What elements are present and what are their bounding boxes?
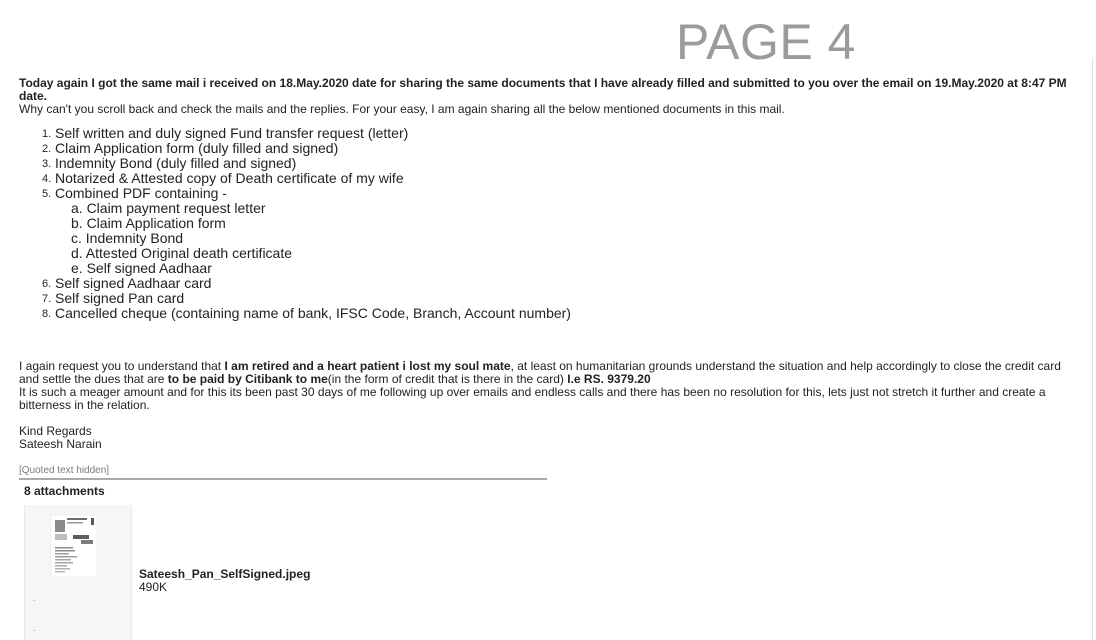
sub-list-item: c. Indemnity Bond [71,230,184,246]
right-divider [1092,58,1093,640]
list-item: 7. Self signed Pan card [42,290,185,306]
closing-block [19,425,1081,451]
combined-pdf-sublist [55,201,1081,276]
attachments-divider [19,478,547,481]
request-paragraph: I again request you to understand that I am retired and a heart patient i lost my soul mate, at least on humanitarian grounds understand the situation and help accordingly to close the credit card and settle the dues that are to be paid by Citibank to me(in the form of credit that is there in the card) I.e RS. 9379.20 [19,359,1061,386]
sub-list-item: b. Claim Application form [71,215,226,231]
closing-text: Kind Regards [19,424,92,438]
attachments-header: 8 attachments [24,484,105,498]
attachment-size: 490K [139,580,168,594]
signature-name: Sateesh Narain [19,437,102,451]
meager-paragraph: It is such a meager amount and for this its been past 30 days of me following up over emails and endless calls and there has been no resolution for this, lets just not stretch it further and create a bitterness in the relation. [19,385,1046,412]
email-body [19,77,1081,477]
list-item: 1. Self written and duly signed Fund transfer request (letter) [42,125,409,141]
intro-bold-line: Today again I got the same mail i received on 18.May.2020 date for sharing the same documents that I have already filled and submitted to you over the email on 19.May.2020 at 8:47 PM date. [19,76,1067,103]
list-item: 6. Self signed Aadhaar card [42,275,212,291]
list-item: 2. Claim Application form (duly filled and signed) [42,140,339,156]
sub-list-item: d. Attested Original death certificate [71,245,293,261]
intro-normal-line: Why can't you scroll back and check the mails and the replies. For your easy, I am again sharing all the below mentioned documents in this mail. [19,102,785,116]
attachment-filename[interactable]: Sateesh_Pan_SelfSigned.jpeg [139,567,311,581]
page-label: PAGE 4 [676,14,856,70]
sub-list-item: e. Self signed Aadhaar [71,260,212,276]
documents-list [19,126,1081,321]
intro-paragraph [19,77,1081,116]
pan-card-thumbnail-icon[interactable] [24,505,132,640]
thumbnail-image [25,505,131,640]
list-item: 3. Indemnity Bond (duly filled and signed) [42,155,297,171]
list-item: 8. Cancelled cheque (containing name of bank, IFSC Code, Branch, Account number) [42,305,571,321]
quoted-text-hidden-link[interactable]: [Quoted text hidden] [19,465,110,476]
list-item: 5. Combined PDF containing - a. Claim payment request letter b. Claim Application form c. Indemnity Bond d. Attested Original death certificate e. Self signed Aadhaar [55,186,1081,276]
sub-list-item: a. Claim payment request letter [71,200,266,216]
list-item: 4. Notarized & Attested copy of Death certificate of my wife [42,170,404,186]
